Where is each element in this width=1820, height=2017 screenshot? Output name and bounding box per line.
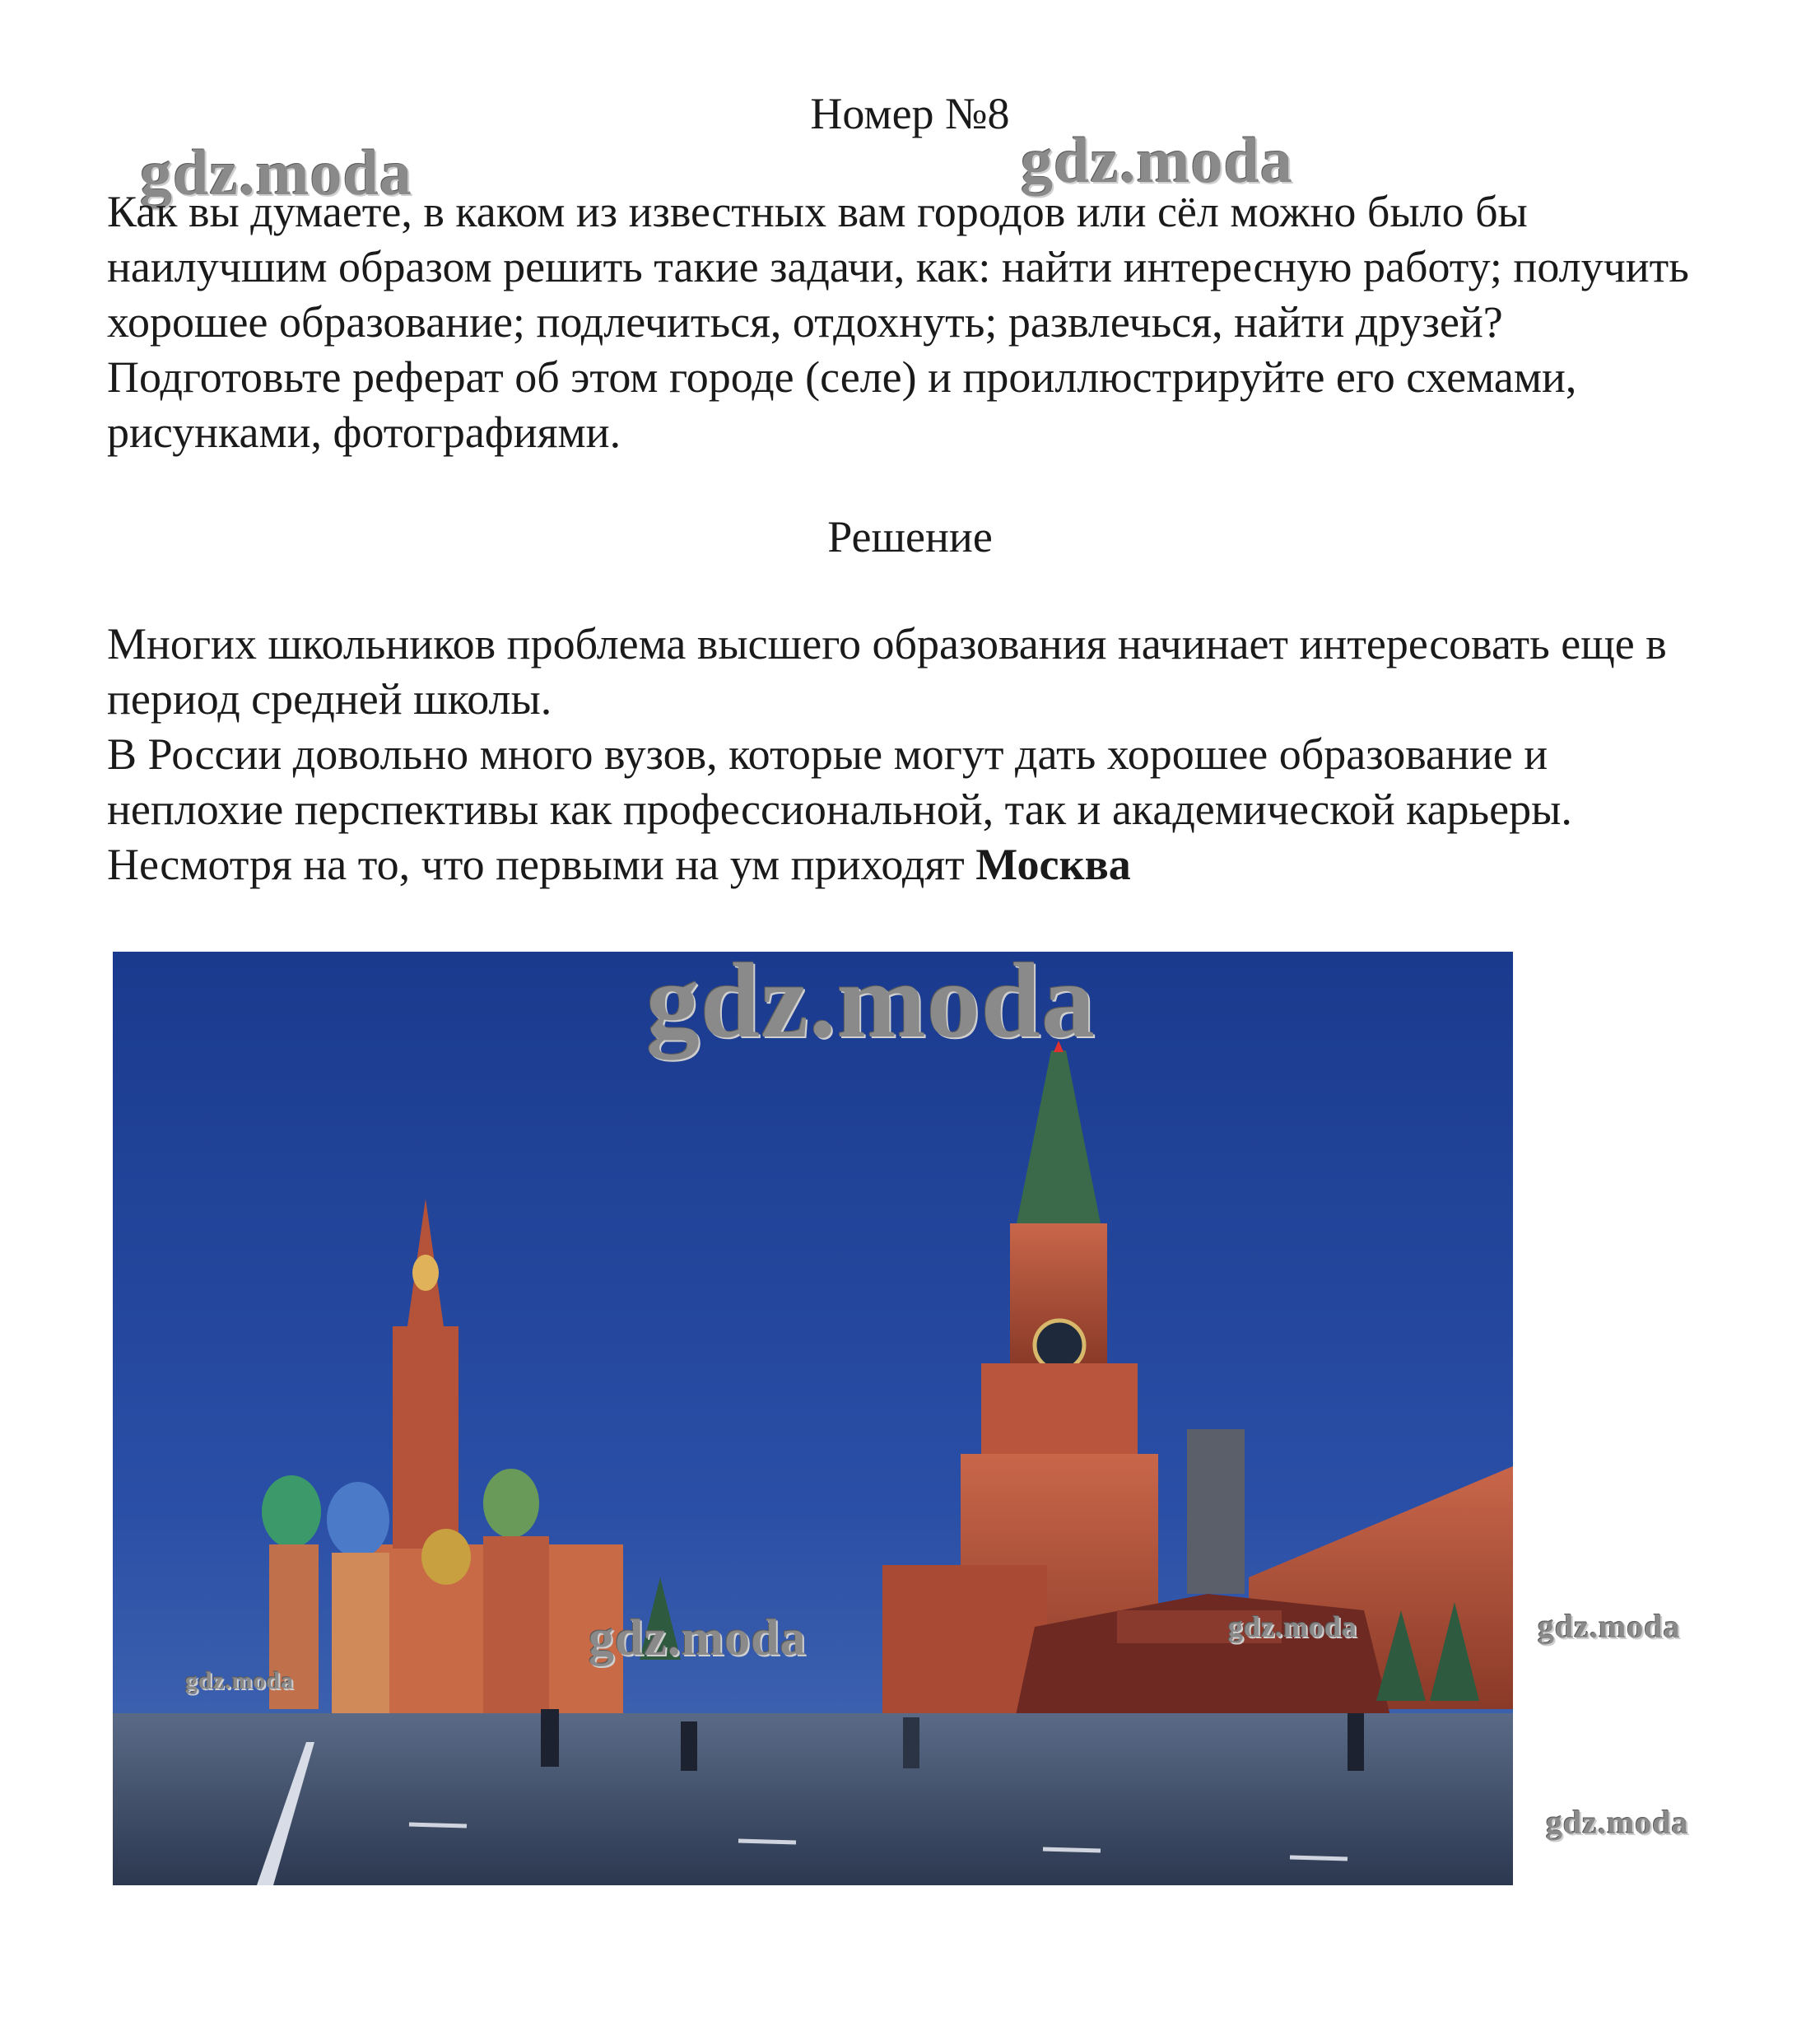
answer-text: В России довольно много вузов, которые могут дать хорошее образование и неплохие перспективы как профессиональной, так и академической карьеры. Несмотря на то, что первыми на ум приходят — [107, 729, 1572, 889]
page-title: Номер №8 — [810, 89, 1010, 138]
solution-heading: Решение — [827, 512, 993, 561]
task-text: Как вы думаете, в каком из известных вам городов или сёл можно было бы наилучшим образом решить такие задачи, как: найти интересную работу; получить хорошее образование; подлечиться, отдохнуть; развлечься, найти друзей? Подготовьте реферат об этом городе (селе) и проиллюстрируйте его схемами, рисунками, фотографиями. — [107, 187, 1689, 457]
answer-paragraph: Многих школьников проблема высшего образования начинает интересовать еще в период средней школы. — [107, 619, 1667, 724]
watermark: gdz.moda — [1538, 1608, 1681, 1645]
watermark: gdz.moda — [185, 1667, 295, 1694]
watermark: gdz.moda — [589, 1610, 807, 1666]
watermark: gdz.moda — [1546, 1804, 1689, 1841]
answer-bold-city: Москва — [975, 840, 1131, 889]
watermark: gdz.moda — [140, 137, 412, 208]
watermark: gdz.moda — [1228, 1610, 1358, 1643]
watermark: gdz.moda — [1021, 124, 1293, 196]
answer-paragraph — [107, 727, 1720, 892]
red-square-photo — [113, 952, 1513, 1885]
watermark: gdz.moda — [646, 942, 1096, 1060]
